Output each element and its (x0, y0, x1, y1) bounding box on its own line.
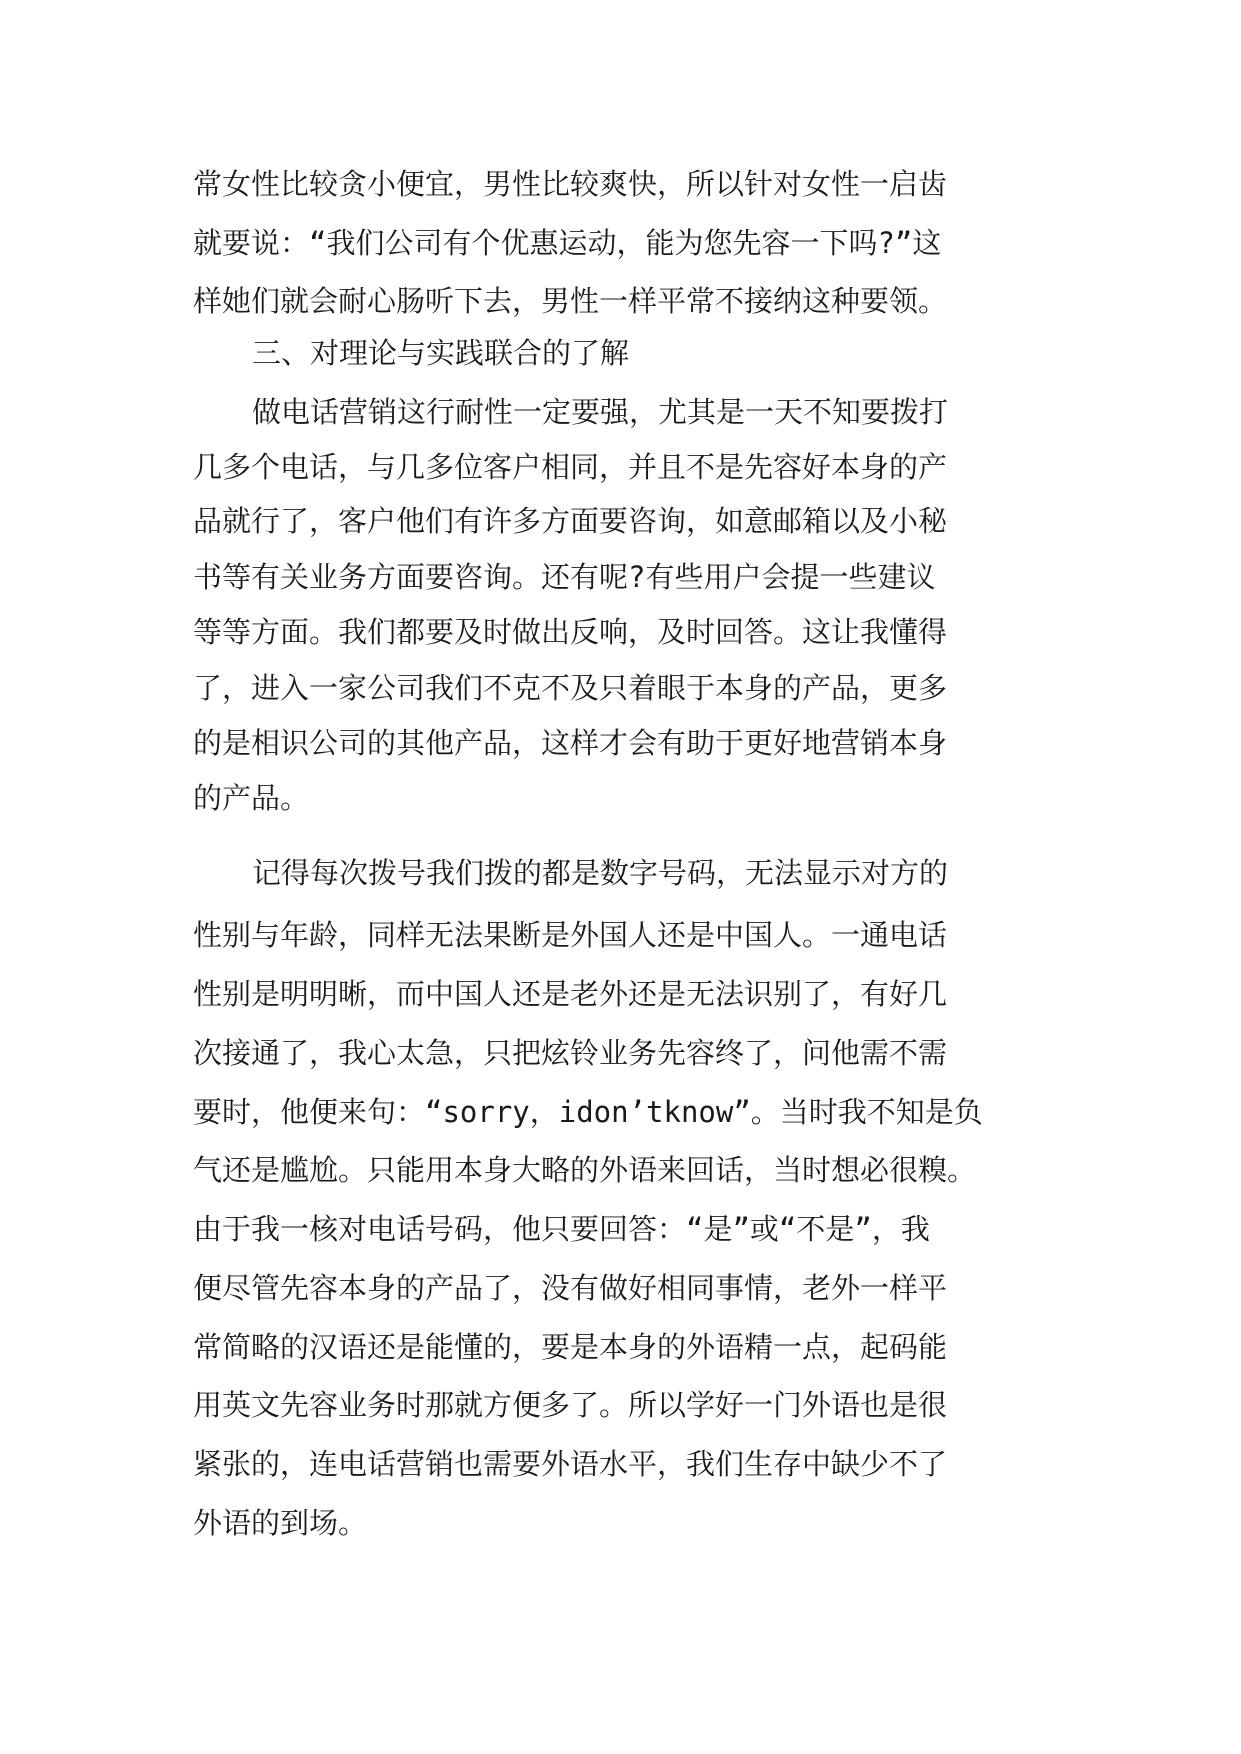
text-line-23: 紧张的，连电话营销也需要外语水平，我们生存中缺少不了 (193, 1447, 948, 1481)
text-line-19: 由于我一核对电话号码，他只要回答：“是”或“不是”，我 (193, 1212, 930, 1246)
text-line-13: 记得每次拨号我们拨的都是数字号码，无法显示对方的 (252, 856, 949, 890)
text-line-6: 几多个电话，与几多位客户相同，并且不是先容好本身的产 (193, 450, 948, 484)
text-line-18: 气还是尴尬。只能用本身大略的外语来回话，当时想必很糗。 (193, 1153, 977, 1187)
text-line-21: 常简略的汉语还是能懂的，要是本身的外语精一点，起码能 (193, 1330, 948, 1364)
text-line-2: 就要说：“我们公司有个优惠运动，能为您先容一下吗?”这 (193, 226, 942, 260)
text-line-14: 性别与年龄，同样无法果断是外国人还是中国人。一通电话 (193, 918, 948, 952)
text-line-20: 便尽管先容本身的产品了，没有做好相同事情，老外一样平 (193, 1271, 948, 1305)
text-line-12: 的产品。 (193, 781, 310, 815)
text-line-15: 性别是明明晰，而中国人还是老外还是无法识别了，有好几 (193, 977, 948, 1011)
text-line-11: 的是相识公司的其他产品，这样才会有助于更好地营销本身 (193, 726, 948, 760)
text-line-16: 次接通了，我心太急，只把炫铃业务先容终了，问他需不需 (193, 1036, 948, 1070)
text-line-22: 用英文先容业务时那就方便多了。所以学好一门外语也是很 (193, 1388, 948, 1422)
text-line-24: 外语的到场。 (193, 1506, 368, 1540)
text-line-7: 品就行了，客户他们有许多方面要咨询，如意邮箱以及小秘 (193, 504, 948, 538)
text-line-3: 样她们就会耐心肠听下去，男性一样平常不接纳这种要领。 (193, 284, 948, 318)
text-line-10: 了，进入一家公司我们不克不及只着眼于本身的产品，更多 (193, 671, 948, 705)
text-line-1: 常女性比较贪小便宜，男性比较爽快，所以针对女性一启齿 (193, 167, 948, 201)
section-heading: 三、对理论与实践联合的了解 (252, 336, 630, 370)
text-line-8: 书等有关业务方面要咨询。还有呢?有些用户会提一些建议 (193, 560, 936, 594)
text-line-9: 等等方面。我们都要及时做出反响，及时回答。这让我懂得 (193, 615, 948, 649)
text-line-17: 要时，他便来句：“sorry，idon’tknow”。当时我不知是负 (193, 1095, 983, 1129)
text-line-5: 做电话营销这行耐性一定要强，尤其是一天不知要拨打 (252, 395, 949, 429)
